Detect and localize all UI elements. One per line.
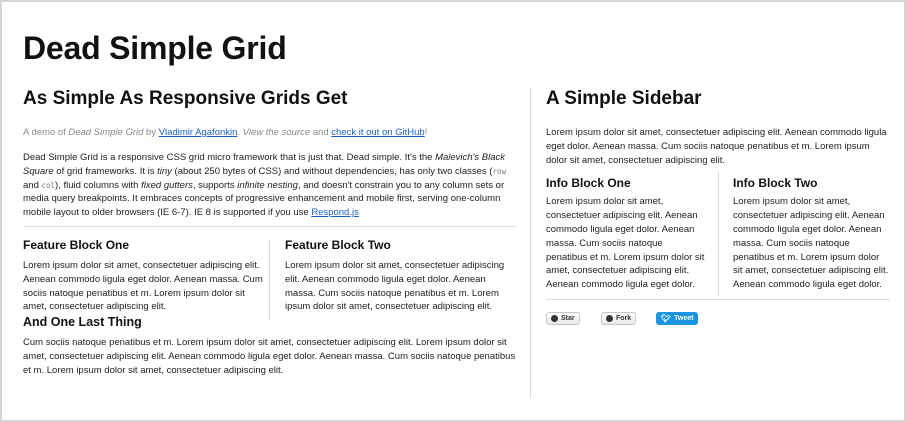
sidebar-divider xyxy=(546,299,890,300)
feature-row xyxy=(23,227,516,313)
feature-block-two xyxy=(285,238,517,314)
intro-text-5: , supports xyxy=(192,179,238,191)
info-block-two xyxy=(733,176,891,292)
intro-black-square: Malevich's Black Square xyxy=(23,152,505,177)
intro-text-2: of grid frameworks. It is xyxy=(53,165,158,177)
author-link[interactable]: Vladimir Agafonkin xyxy=(158,127,238,138)
github-link[interactable]: check it out on GitHub xyxy=(331,127,425,138)
sidebar-intro: Lorem ipsum dolor sit amet, consectetuer adipiscing elit. Aenean commodo ligula eget dolor. Aenean massa. Cum sociis natoque penatibus et m. Lorem ipsum dolor sit amet, consectetuer adipiscing elit. xyxy=(546,127,887,166)
feature-two-title: Feature Block Two xyxy=(285,237,391,252)
main-heading: As Simple As Responsive Grids Get xyxy=(23,88,348,109)
tagline-by: by xyxy=(143,127,159,138)
info-one-text: Lorem ipsum dolor sit amet, consectetuer adipiscing elit. Aenean commodo ligula eget dolor. Aenean massa. Cum sociis natoque penatibus et m. Lorem ipsum dolor sit amet, consectetuer adipiscing elit. Aenean commodo ligula eget dolor. xyxy=(546,196,705,291)
social-buttons xyxy=(546,312,890,336)
feature-block-one xyxy=(23,238,263,314)
info-row xyxy=(546,176,890,298)
last-thing-block xyxy=(23,315,516,377)
info-one-title: Info Block One xyxy=(546,176,631,191)
intro-text-4: ), fluid columns with xyxy=(55,179,142,191)
info-two-title: Info Block Two xyxy=(733,176,818,191)
last-thing-title: And One Last Thing xyxy=(23,314,142,329)
info-block-one xyxy=(546,176,706,292)
feature-one-title: Feature Block One xyxy=(23,237,130,252)
tagline-end: ! xyxy=(424,127,428,138)
intro-text-1: Dead Simple Grid is a responsive CSS grid micro framework that is just that. Dead simple. It's the xyxy=(23,152,436,163)
intro-text-6: , and doesn't constrain you to any column sets or media query breakpoints. It embraces concepts of progressive enhancement and mobile first, serving one-column mobile layout to older browsers (IE 6-7). IE 8 is supported if you use xyxy=(23,179,505,219)
github-icon xyxy=(551,315,558,322)
github-star-button[interactable] xyxy=(546,312,580,325)
tagline-and: and xyxy=(310,127,332,138)
intro-fixed-gutters: fixed gutters xyxy=(141,179,193,191)
page xyxy=(2,2,904,420)
tagline-prefix: A demo of xyxy=(23,127,69,138)
intro-infinite-nesting: infinite nesting xyxy=(237,179,298,191)
star-label: Star xyxy=(561,315,575,323)
column-divider xyxy=(530,88,531,398)
feature-divider xyxy=(269,240,270,320)
intro-text-3: (about 250 bytes of CSS) and without dependencies, has only two classes ( xyxy=(171,165,493,177)
feature-one-text: Lorem ipsum dolor sit amet, consectetuer adipiscing elit. Aenean commodo ligula eget dolor. Aenean massa. Cum sociis natoque penatibus et m. Lorem ipsum dolor sit amet, consectetuer adipiscing elit. xyxy=(23,259,263,313)
fork-label: Fork xyxy=(616,315,632,323)
info-divider xyxy=(718,172,719,296)
tweet-label: Tweet xyxy=(674,315,694,323)
tweet-button[interactable] xyxy=(656,312,698,325)
tagline-product: Dead Simple Grid xyxy=(68,127,144,138)
intro-tiny: tiny xyxy=(157,165,172,177)
github-fork-button[interactable] xyxy=(601,312,636,325)
code-row: row xyxy=(492,166,507,176)
info-two-text: Lorem ipsum dolor sit amet, consectetuer adipiscing elit. Aenean commodo ligula eget dolor. Aenean massa. Cum sociis natoque penatibus et m. Lorem ipsum dolor sit amet, consectetuer adipiscing elit. Aenean commodo ligula eget dolor. xyxy=(733,196,889,291)
intro-paragraph xyxy=(23,151,516,220)
last-thing-text: Cum sociis natoque penatibus et m. Lorem ipsum dolor sit amet, consectetuer adipiscing elit. Lorem ipsum dolor sit amet, consectetuer adipiscing elit. Aenean commodo ligula eget dolor. Aenean massa. Cum sociis natoque penatibus et m. Lorem ipsum dolor sit amet, consectetuer adipiscing elit. xyxy=(23,336,516,376)
tagline xyxy=(23,126,516,140)
twitter-bird-icon: 🐦︎ xyxy=(661,313,672,323)
intro-and: and xyxy=(23,179,42,191)
site-title: Dead Simple Grid xyxy=(23,30,287,66)
code-col: col xyxy=(41,180,56,190)
feature-two-text: Lorem ipsum dolor sit amet, consectetuer adipiscing elit. Aenean commodo ligula eget dolor. Aenean massa. Cum sociis natoque penatibus et m. Lorem ipsum dolor sit amet, consectetuer adipiscing elit. xyxy=(285,259,505,313)
respond-js-link[interactable]: Respond.js xyxy=(311,207,359,219)
sidebar-heading: A Simple Sidebar xyxy=(546,88,702,109)
sidebar xyxy=(546,88,890,336)
github-icon xyxy=(606,315,613,322)
tagline-view-source: . View the source xyxy=(237,127,311,138)
main-column xyxy=(23,88,516,377)
